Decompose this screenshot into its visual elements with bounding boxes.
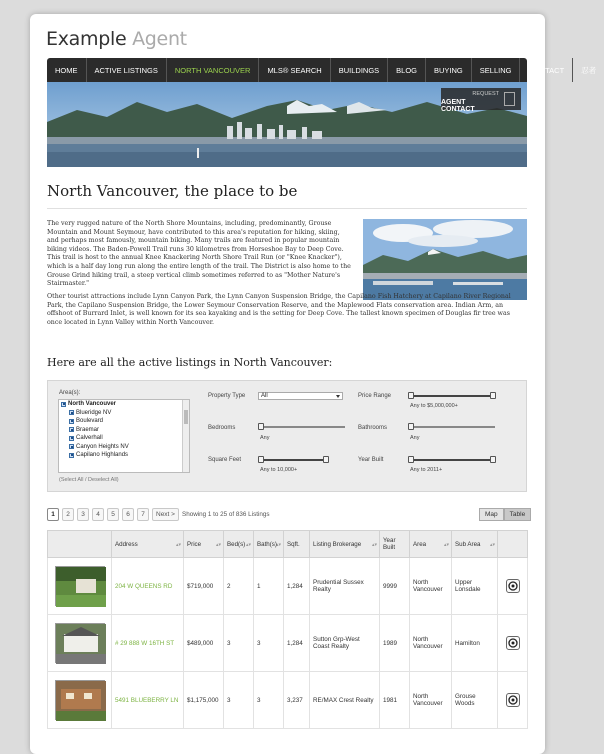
north-vancouver-photo	[363, 219, 527, 300]
table-row[interactable]	[48, 615, 528, 672]
listings-table	[47, 530, 528, 729]
nav-home[interactable]: HOME	[47, 58, 87, 82]
listings-heading: Here are all the active listings in North Vancouver:	[47, 356, 333, 369]
realtor-action-icon[interactable]	[506, 579, 520, 593]
listing-brokerage: Sutton Grp-West Coast Realty	[310, 615, 380, 672]
header-photo	[48, 531, 112, 558]
listing-subarea: Grouse Woods	[452, 672, 498, 729]
header-address[interactable]: Address ▴▾	[112, 531, 184, 558]
listing-brokerage: Prudential Sussex Realty	[310, 558, 380, 615]
intro-paragraph-1: The very rugged nature of the North Shore Mountains, including, predominantly, Grouse Mountain and Mount Seymour, have contributed to this area's reputation for hiking, skiing, and perhaps most famously, mountain biking. Many trails are featured in popular mountain biking videos. The Baden-Powell Trail runs 30 kilometres from Horseshoe Bay to Deep Cove. This trail is host to the annual Knee Knackering North Shore Trail Run (or "Knee Knacker"), which is a half day long run along the entire length of the trail. The District is also home to the Grouse Grind hiking trail, a steep vertical climb sometimes referred to as "Mother Nature's Stairmaster."	[47, 220, 351, 288]
page-7-button[interactable]: 7	[137, 508, 149, 521]
page-2-button[interactable]: 2	[62, 508, 74, 521]
area-option[interactable]: Canyon Heights NV	[59, 443, 189, 452]
nav-active-listings[interactable]: ACTIVE LISTINGS	[87, 58, 167, 82]
listing-year: 9999	[380, 558, 410, 615]
site-logo[interactable]	[46, 28, 187, 50]
listing-area: North Vancouver	[410, 615, 452, 672]
year-built-slider[interactable]	[410, 459, 495, 461]
listing-subarea: Upper Lonsdale	[452, 558, 498, 615]
main-nav	[47, 58, 597, 82]
header-brokerage[interactable]: Listing Brokerage ▴▾	[310, 531, 380, 558]
nav-blog[interactable]: BLOG	[388, 58, 426, 82]
square-feet-value: Any to 10,000+	[260, 467, 298, 473]
bedrooms-value: Any	[260, 435, 270, 441]
header-year-built[interactable]: Year Built	[380, 531, 410, 558]
listing-photo[interactable]	[55, 566, 105, 606]
listing-photo[interactable]	[55, 623, 105, 663]
title-divider	[47, 208, 527, 209]
header-sub-area[interactable]: Sub Area ▴▾	[452, 531, 498, 558]
logo-light: Agent	[132, 28, 187, 50]
listing-area: North Vancouver	[410, 558, 452, 615]
bathrooms-slider[interactable]	[410, 426, 495, 428]
listing-year: 1989	[380, 615, 410, 672]
sort-icon: ▴▾	[489, 542, 495, 548]
square-feet-label: Square Feet	[208, 457, 242, 463]
listing-photo-cell[interactable]	[48, 558, 112, 615]
area-option[interactable]: Braemar	[59, 426, 189, 435]
header-beds[interactable]: Bed(s) ▴▾	[224, 531, 254, 558]
sort-icon: ▴▾	[443, 542, 449, 548]
listing-action-cell[interactable]	[498, 615, 528, 672]
slider-handle[interactable]	[258, 423, 264, 430]
page-1-button[interactable]: 1	[47, 508, 59, 521]
area-option[interactable]: North Vancouver	[59, 400, 189, 409]
listing-baths: 3	[254, 672, 284, 729]
header-baths[interactable]: Bath(s) ▴▾	[254, 531, 284, 558]
sort-icon: ▴▾	[275, 542, 281, 548]
scroll-thumb[interactable]	[184, 410, 188, 424]
nav-selling[interactable]: SELLING	[472, 58, 521, 82]
listing-action-cell[interactable]	[498, 558, 528, 615]
bedrooms-slider[interactable]	[260, 426, 345, 428]
year-built-label: Year Built	[358, 457, 384, 463]
realtor-action-icon[interactable]	[506, 693, 520, 707]
listing-photo-cell[interactable]	[48, 672, 112, 729]
listing-baths: 1	[254, 558, 284, 615]
nav-mls-search[interactable]: MLS® SEARCH	[259, 58, 330, 82]
slider-handle-max[interactable]	[490, 456, 496, 463]
slider-handle-max[interactable]	[323, 456, 329, 463]
nav-contact[interactable]: CONTACT	[520, 58, 573, 82]
bathrooms-value: Any	[410, 435, 420, 441]
area-option[interactable]: Blueridge NV	[59, 409, 189, 418]
header-actions	[498, 531, 528, 558]
bedrooms-label: Bedrooms	[208, 425, 236, 431]
request-agent-contact-button[interactable]	[441, 88, 521, 113]
listing-brokerage: RE/MAX Crest Realty	[310, 672, 380, 729]
price-range-value: Any to $5,000,000+	[410, 403, 458, 409]
listings-table-wrapper	[47, 530, 527, 729]
listing-price: $719,000	[184, 558, 224, 615]
page-title: North Vancouver, the place to be	[47, 182, 298, 200]
listing-beds: 3	[224, 672, 254, 729]
listing-sqft: 1,284	[284, 615, 310, 672]
areas-listbox[interactable]	[58, 399, 190, 473]
checkbox-icon	[69, 410, 74, 415]
checkbox-icon	[61, 402, 66, 407]
slider-handle-min[interactable]	[258, 456, 264, 463]
property-type-select[interactable]	[258, 392, 343, 400]
page-6-button[interactable]: 6	[122, 508, 134, 521]
nav-buildings[interactable]: BUILDINGS	[331, 58, 388, 82]
area-option[interactable]: Capilano Highlands	[59, 451, 189, 460]
sort-icon: ▴▾	[245, 542, 251, 548]
price-range-label: Price Range	[358, 393, 392, 399]
results-count: Showing 1 to 25 of 836 Listings	[182, 511, 270, 518]
sort-icon: ▴▾	[175, 542, 181, 548]
listing-subarea: Hamilton	[452, 615, 498, 672]
realtor-action-icon[interactable]	[506, 636, 520, 650]
price-range-slider[interactable]	[410, 395, 495, 397]
checkbox-icon	[69, 453, 74, 458]
page-4-button[interactable]: 4	[92, 508, 104, 521]
slider-handle-max[interactable]	[490, 392, 496, 399]
areas-scrollbar[interactable]	[182, 400, 189, 472]
phone-icon	[504, 92, 515, 106]
header-area[interactable]: Area ▴▾	[410, 531, 452, 558]
intro-paragraph-2: Other tourist attractions include Lynn Canyon Park, the Lynn Canyon Suspension Bridge, the Capilano Fish Hatchery at Capilano River Regional Park, the Capilano Suspension Bridge, the Lower Seymour Conservation Reserve, and the Maplewood Flats conservation area. Indian Arm, an offshoot of Burrard Inlet, is well known for its sea kayaking and is the setting for Deep Cove. The tallest known specimen of Douglas fir tree was once located in Lynn Valley within North Vancouver.	[47, 293, 511, 326]
checkbox-icon	[69, 419, 74, 424]
listing-year: 1981	[380, 672, 410, 729]
logo-main: Example	[46, 28, 127, 50]
listing-photo[interactable]	[55, 680, 105, 720]
property-type-label: Property Type	[208, 393, 246, 399]
page-card	[30, 14, 597, 754]
listing-price: $1,175,000	[184, 672, 224, 729]
select-all-link[interactable]: (Select All / Deselect All)	[59, 477, 119, 483]
slider-handle[interactable]	[408, 423, 414, 430]
table-row[interactable]	[48, 558, 528, 615]
next-page-button[interactable]: Next >	[152, 508, 179, 521]
listing-address-link[interactable]: 204 W QUEENS RD	[112, 558, 184, 615]
nav-north-vancouver[interactable]: NORTH VANCOUVER	[167, 58, 260, 82]
listing-baths: 3	[254, 615, 284, 672]
sort-icon: ▴▾	[371, 542, 377, 548]
nav-ninja[interactable]: 忍者	[581, 65, 597, 75]
header-price[interactable]: Price ▴▾	[184, 531, 224, 558]
checkbox-icon	[69, 427, 74, 432]
area-option[interactable]: Calverhall	[59, 434, 189, 443]
table-row[interactable]	[48, 672, 528, 729]
sort-icon: ▴▾	[215, 542, 221, 548]
header-sqft[interactable]: Sqft.	[284, 531, 310, 558]
slider-handle-min[interactable]	[408, 456, 414, 463]
listing-price: $489,000	[184, 615, 224, 672]
hero-banner	[47, 82, 527, 167]
listing-address-link[interactable]: # 29 888 W 16TH ST	[112, 615, 184, 672]
listing-beds: 3	[224, 615, 254, 672]
bathrooms-label: Bathrooms	[358, 425, 388, 431]
table-view-button[interactable]: Table	[504, 508, 532, 521]
nav-buying[interactable]: BUYING	[426, 58, 472, 82]
pagination	[47, 508, 179, 521]
table-header-row	[48, 531, 528, 558]
page-5-button[interactable]: 5	[107, 508, 119, 521]
year-built-value: Any to 2011+	[410, 467, 443, 473]
request-line2: AGENT CONTACT	[441, 99, 475, 113]
chevron-down-icon	[336, 395, 340, 398]
listing-sqft: 3,237	[284, 672, 310, 729]
listing-sqft: 1,284	[284, 558, 310, 615]
area-option[interactable]: Boulevard	[59, 417, 189, 426]
request-line1: REQUEST	[472, 91, 499, 97]
view-toggle	[479, 508, 531, 521]
harbour-image	[363, 219, 527, 300]
map-view-button[interactable]: Map	[479, 508, 504, 521]
page-3-button[interactable]: 3	[77, 508, 89, 521]
slider-handle-min[interactable]	[408, 392, 414, 399]
listing-area: North Vancouver	[410, 672, 452, 729]
areas-label: Area(s):	[59, 390, 81, 396]
checkbox-icon	[69, 436, 74, 441]
property-type-value: All	[261, 393, 268, 399]
listing-address-link[interactable]: 5491 BLUEBERRY LN	[112, 672, 184, 729]
square-feet-slider[interactable]	[260, 459, 328, 461]
listing-action-cell[interactable]	[498, 672, 528, 729]
listing-filters	[47, 380, 527, 492]
listing-beds: 2	[224, 558, 254, 615]
checkbox-icon	[69, 444, 74, 449]
listing-photo-cell[interactable]	[48, 615, 112, 672]
